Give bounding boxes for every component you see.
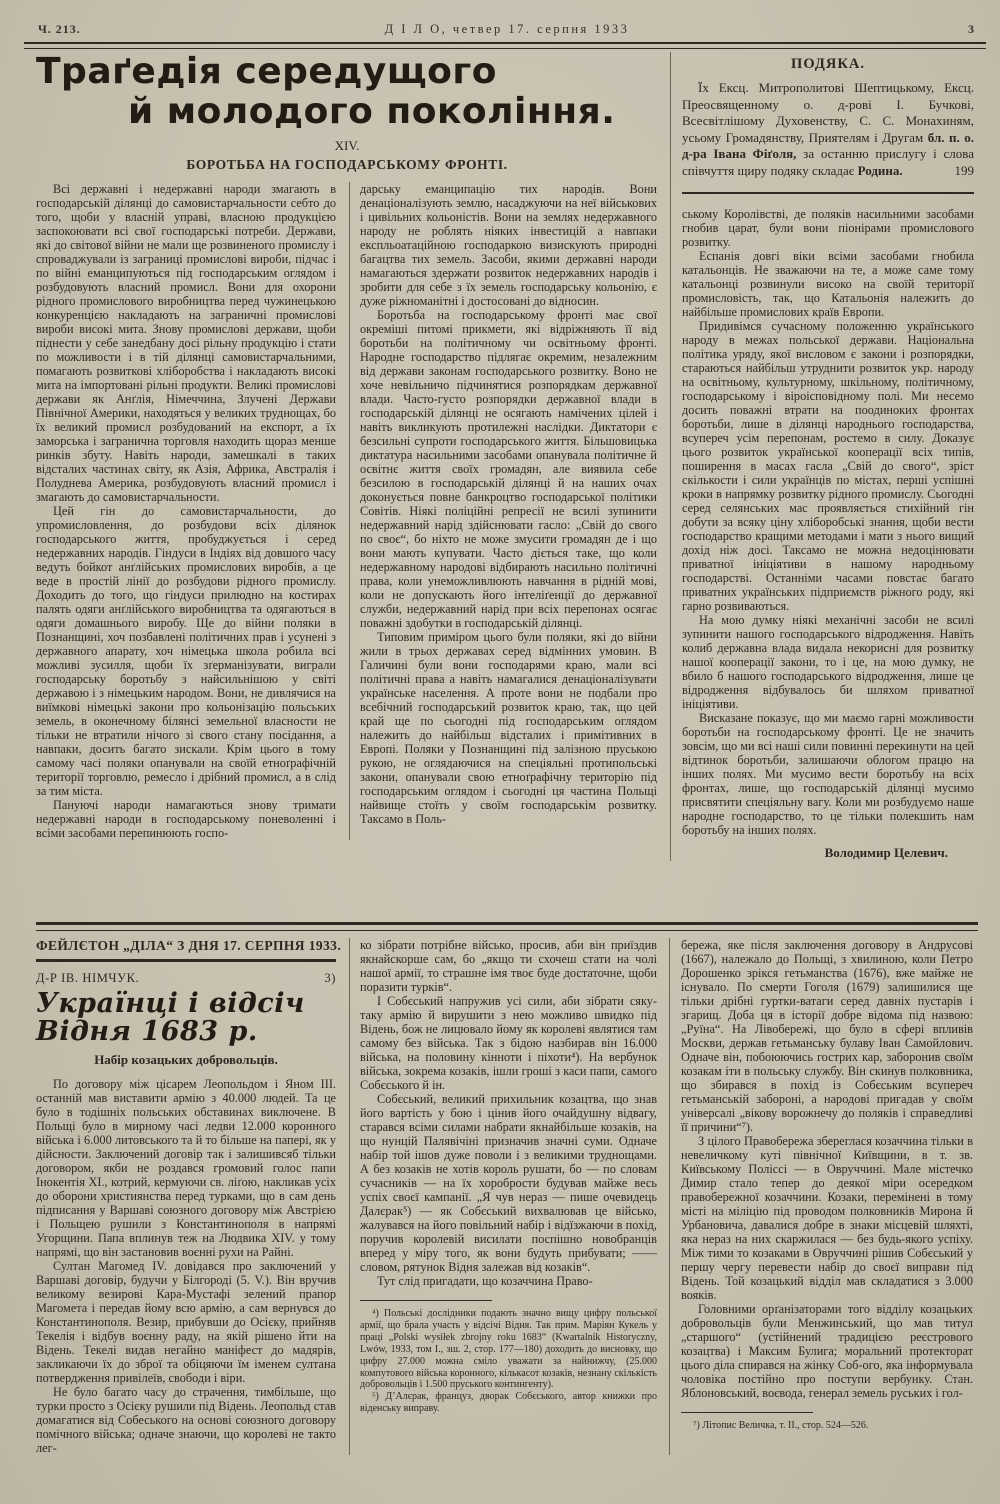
main-headline	[36, 52, 658, 131]
paragraph: На мою думку ніякі механічні засоби не всилі зупинити нашого господарського відродження. Навіть колиб державна влада видала некорисні для розвитку нашої кооперації закони, то і це, на мою думку, не вбило б нашого господарського відродження, лише це відродження відбувалось би шляхом приватної ініціятиви.	[682, 612, 974, 711]
article-column-3	[682, 207, 974, 837]
paragraph: дарську еманципацію тих народів. Вони денаціоналізують землю, насаджуючи на неї військових і цивільних кольоністів. Вони на землях недержавного народу не роблять ніяких інвестицій а навпаки експльоатаційною господаркою визискують природні багацтва тих земель. Засоби, якими державні народи намагаються здержати розвиток недержавних народів і зробити для себе з їх земель господарську кольонію, є дуже ріжноманітні і достосовані до відносин.	[360, 182, 657, 309]
footnote-rule	[681, 1412, 813, 1413]
paragraph: Тут слід пригадати, що козаччина Право-	[377, 1274, 593, 1288]
article-subtitle: БОРОТЬБА НА ГОСПОДАРСЬКОМУ ФРОНТІ.	[186, 157, 508, 173]
right-column	[670, 52, 974, 861]
thanks-deceased-name: бл. п. о. д-ра Івана Фіґоля,	[682, 129, 974, 162]
paragraph: Цей гін до самовистарчальности, до упромисловлення, до розбудови всіх ділянок господарського життя, пробуджується і серед недержавних народів. Гіндуси в Індіях від довшого часу ведуть бойкот анґлійських промислових виробів, а це веде в простій лінії до розбудови рідного промислу. Доходить до того, що гіндуси прилюдно на костирах палять одяги анґлійського виробництва та одягаються в одяги домашнього виробу. Ще до війни поляки в Познанщині, хоч позбавлені політичних прав і усунені з державного апарату, хоч німецька школа робила всі можливі зусилля, щоби їх зґерманізувати, виграли господарську боротьбу з найсильнішою у світі державою і з німецьким народом. Вони, не дивлячися на виїмкові німецькі закони про кольонізацію польських земель, в оконечному білянсі земельної власности не тільки не втратили нічого зі свого стану посідання, а навпаки, досить багато зискали. Крім цього в тому самому часі поляки опанували на своїй етноґрафічній території торговлю, ремесло і дрібний промисл, а в слід за тим міста.	[36, 504, 336, 799]
feuilleton-footnotes-col2	[360, 1300, 657, 1415]
main-section	[36, 52, 974, 861]
thanks-outro: за останню прислугу і слова співчуття щиру подяку складає	[682, 146, 974, 178]
paragraph: Головними орґанізаторами того відділу козацьких добровольців були Менжинський, що мав титул „старшого“ (устійнений традицією реєстрового козацтва) і Максим Булига; моральний протекторат цього діла спирався на жінку Соб-ого, яка інформувала чоловіка постійно про поступи вербунку. Стан. Яблоновський, воєвода, генерал земель руських і гол-	[681, 1302, 973, 1400]
paragraph: І Собєський напружив усі сили, аби зібрати сяку-таку армію й вирушити з нею можливо швидко під Відень, бож не лицювало йому як королеві являтися там самому без війська. Так з бідою назбирав він 16.000 війська, на половину кінноти і піхоти⁴). На вербунок війська, зокрема козаків, ішли гроші з каси папи, самого Собєського й ін.	[360, 994, 657, 1092]
footnote-list	[360, 1308, 657, 1415]
thanks-body	[682, 80, 974, 180]
thanks-title: ПОДЯКА.	[791, 56, 865, 72]
masthead: Д І Л О, четвер 17. серпня 1933	[384, 22, 630, 36]
thanks-notice	[682, 52, 974, 198]
paragraph: ⁵) Д’Алєрак, француз, дворак Собєського, автор книжки про віденську виправу.	[360, 1391, 657, 1415]
paragraph: Придивімся сучасному положенню українського народу в межах польської держави. Національна політика уряду, якої висловом є закони і розпорядки, стараються найбільш утруднити розвиток укр. народу на освітньому, культурному, шкільному, політичному, господарському і віроісповідному полі. Ми несемо досить поважні втрати на поодиноких фронтах боротьби, лише в ділянці народнього господарства, всупереч усім перепонам, ростемо в силу. Доказує цього розвиток української кооперації всіх типів, поширення в масах гасла „Свій до свого“, зріст скількости і сили українців по містах, перші успішні кроки в напрямку розвитку рідного промислу. Сьогодні серед селянських мас проявляється стихійний гін добути за всяку ціну хліборобські знання, щоби вести господарство кращими методами і мати з нього вищий дохід ніж досі. Таксамо не можна недоцінювати приватної ініціятиви в нашому народньому господарстві. Останніми часами повстає багато приватних українських підприємств ріжного роду, які гарно розвиваються.	[682, 318, 974, 613]
article-part-number: XIV.	[334, 138, 360, 154]
feuilleton-subtitle: Набір козацьких добровольців.	[94, 1051, 278, 1067]
article-column-2	[349, 182, 657, 840]
footnote-list	[681, 1420, 973, 1432]
header-rule	[24, 42, 986, 49]
feuilleton-author-row	[36, 971, 336, 986]
feuilleton-column-2	[349, 938, 657, 1455]
section-divider-rule	[36, 922, 978, 931]
feuilleton-column-3-text	[681, 938, 973, 1400]
page-header	[36, 22, 978, 40]
feuilleton-footnotes-col3	[681, 1412, 973, 1432]
paragraph: ⁴) Польські дослідники подають значно вищу цифру польської армії, що брала участь у відсічі Відня. Так прим. Маріян Кукель у праці „Polski wysiłek zbrojny roku 1683“ (Kwartalnik Historyczny, Lwów, 1933, том І., зш. 2, стор. 177—180) доходить до висновку, що цифру 27.000 можна сміло уважати за найнижчу, (25.000 компутового війська коронного, кількасот козаків, незнану скількість добровольців і 1.500 пруського контингенту).	[360, 1308, 657, 1391]
feuilleton-column-3	[669, 938, 973, 1455]
thanks-ref-number: 199	[954, 162, 974, 178]
feuilleton-part-number: 3)	[324, 971, 336, 985]
paragraph: Еспанія довгі віки всіми засобами гнобила катальонців. Не зважаючи на те, а може саме тому катальонці розвинули високо на своїй території промисловість, так, що Катальонія належить до найбільше промислових країв Европи.	[682, 248, 974, 319]
thanks-divider-rule	[682, 192, 974, 198]
article-columns	[36, 182, 658, 840]
feuilleton-author: Д-Р ІВ. НІМЧУК.	[36, 971, 140, 985]
feuilleton-column-2-text	[360, 938, 657, 1288]
paragraph: Султан Магомед IV. довідався про заключений у Варшаві договір, будучи у Білгороді (5. V.). Він вручив великому везирові Кара-Мустафі зелений прапор Магомета і передав йому всю армію, а сам вернувся до Константинополя. Везир, прибувши до Осієку, прийняв Текелія і відбув воєнну раду, на якій рішено йти на Відень. Текелі видав негайно маніфест до мадярів, закликаючи їх до зброї та обіцяючи їм іменем султана потвердження привілеїв, свободи і віри.	[36, 1258, 336, 1385]
paragraph: Не було багато часу до страчення, тимбільше, що турки просто з Осієку рушили під Відень. Леопольд став домагатися від Собеського на основі союзного договору помічного війська; одначе знаючи, що королеві не такто лег-	[36, 1384, 336, 1455]
author-signature: Володимир Целевич.	[824, 844, 948, 860]
paragraph: Типовим приміром цього були поляки, які до війни жили в трьох державах серед відмінних умовин. В Галичині були вони господарями краю, мали всі політичні права а навіть намагалися денаціоналізувати українське населення. А проте вони не подбали про всебічний господарський розвиток краю, так, що цей край ще по сьогодні під господарським оглядом належить до найбільш відсталих і примітивних в Европі. Поляки у Познанщині під залізною пруською рукою, не оглядаючися на спеціяльні протипольські закони, опанували свою етноґрафічну територію під господарським оглядом і сьогодні ця частина Польщі найвище стоїть у своїм господарськім розвитку. Таксамо в Поль-	[360, 630, 657, 827]
feuilleton-rubric: ФЕЙЛЄТОН „ДІЛА“ З ДНЯ 17. СЕРПНЯ 1933.	[36, 938, 336, 962]
headline-line1: Траґедія середущого	[36, 51, 497, 92]
paragraph: З цілого Правобережа збереглася козаччина тільки в невеличкому куті північної Київщини, в т. зв. Київському Поліссі — в Овруччині. Мале містечко Димир стало тепер до деякої міри осередком правобережної козаччини. Козаки, перемінені в тому місті на міліцію під проводом полковників Мирона й Урбановича, давалися добре в знаки місцевій шляхті, яка нераз на них скаржилася — без будь-якого успіху. Між тими то козаками в Овруччині рішив Собєський у першу чергу перевести набір до своєї виправи під Відень. Той козацький відділ мав складатися з 3.000 вояків.	[681, 1134, 973, 1302]
paragraph: бережа, яке після заключення договору в Андрусові (1667), належало до Польщі, з хвилиною, коли Петро Дорошенко зрікся гетьманства (1676), вже майже не існувало. По смерти Гоголя (1679) залишилися ще тільки дрібні гуртки-ватаги серед давніх пустарів і згарищ. Доба ця в історії добре відома під назвою: „Руїна“. На Лівобережі, що було в сфері впливів Москви, держав гетьманську булаву Іван Самойлович. Одначе він, побоюючись гострих кар, заборонив своїм козакам іти в польську службу. Він скинув полковника, що збирався в похід із Собєським всупереч гетьманській забороні, а народові пригадав у своїм універсалі „вікову ворожнечу до поляків і справедливі її причини“⁷).	[681, 938, 973, 1134]
thanks-intro: Їх Ексц. Митрополитові Шептицькому, Ексц. Преосвященному о. д-рові І. Бучкові, Всесвітлішому Духовенству, С. С. Монахиням, усьому Громадянству, Приятелям і Другам	[682, 80, 974, 145]
article-column-1	[36, 182, 336, 840]
paragraph: ському Королівстві, де поляків насильними засобами гнобив царат, були вони піонірами промислового розвитку.	[682, 206, 974, 249]
paragraph: Собєський, великий прихильник козацтва, що знав його вартість у бою і цінив його очайдушну відвагу, старався всіми силами набрати якнайбільше козаків, на що нунцій Палявічіні призначив значні суми. Одначе набір той ішов дуже поволи і з великими труднощами. А без козаків не хотів король рушати, бо — по словам сучасників — на їх хоробрости будував майже весь успіх своєї кампанії. „Я чув нераз — пише очевидець Далєрак⁵) — як Собєський вихвалював це військо, жалувався на його повільний набір і відїзжаючи в похід, поручив королевій висилати поспішно новобранців вперед у міру того, як вони будуть прибувати; —— словом, рятунок Відня залежав від козаків“.	[360, 1092, 657, 1274]
feuilleton-column-1	[36, 938, 342, 1455]
page-number: 3	[968, 22, 974, 36]
paragraph: Пануючі народи намагаються знову тримати недержавні народи в господарському поневоленні і всіми засобами перепинюють госпо-	[36, 798, 336, 841]
feuilleton-column-1-text	[36, 1077, 336, 1455]
paragraph: Висказане показує, що ми маємо гарні можливости боротьби на господарському фронті. Це не значить зовсім, що ми всі наші сили повинні перекинути на цей відтинок боротьби, залишаючи облогом працю на інших полях. Ми мусимо вести боротьбу на всіх фронтах, лише, що господарській ділянці мусимо присвятити спеціяльну вагу. Коли ми розбудуємо наше народне господарство, то це тільки полекшить нам боротьбу на інших полях.	[682, 710, 974, 837]
paragraph: По договору між цісарем Леопольдом і Яном ІІІ. останній мав виставити армію з 40.000 людей. Та це було в тодішніх польських обставинах виключене. В Польщі було в мирному часі ледви 12.000 коронного війська і 6.000 литовського та й то більше на папері, як у дійсности. Заключений договір так і залишивсяб тільки договором, якби не роздався громовий голос папи Інокентія XI., котрий, кермуючи св. ліґою, накликав усіх до оборони християнства перед турками, що в сам день підписання у Варшаві союзного договору між Австрією і Польщею рушили з Константинополя в напрямі Угорщини. Папа вплинув теж на Людвика XIV. у тому напрямі, що він застановив воєнні рухи на Райні.	[36, 1076, 336, 1259]
paragraph: Всі державні і недержавні народи змагають в господарській ділянці до самовистарчальности себто до того, щоби у власній управі, власною продукцією заспокоювати всі свої господарські потреби. Держави, які до світової війни не мали ще розвиненого промислу і спроваджували із заграниці промислові вироби, підчас і по війні еманципуються під господарським оглядом і розбудовують власний промисл. Вони для охорони рідного промислового виробництва перед чужинецькою конкуренцією накладають на заграничні промислові вироби високі мита. Знову промислові держави, щоби піднести у себе занедбану досі рільну продукцію і стати по можливости і в тій ділянці самовистарчальними, помагають розвиткові хліборобства і накладають високі мита на імпортовані рільні продукти. Великі промислові держави як Анґлія, Німеччина, Злучені Держави Північної Америки, находяться у великих труднощах, бо їх великий промисл розбудований на експорт, а їх заморська і загранична торговля находить щораз менше ринків збуту. Навіть народи, замешкалі в таких відсталих частинах світу, як Азія, Африка, Австралія і Полуднева Америка, розбудовують власний промисл і змагають до самовистарчальности.	[36, 182, 336, 505]
issue-number: Ч. 213.	[38, 22, 81, 36]
footnote-rule	[360, 1300, 492, 1301]
headline-line2: й молодого покоління.	[128, 90, 616, 132]
feuilleton-section	[36, 938, 974, 1455]
main-article	[36, 52, 658, 861]
thanks-signer: Родина.	[857, 162, 903, 178]
feuilleton-title: Українці і відсіч Відня 1683 р.	[36, 988, 305, 1048]
paragraph: ⁷) Літопис Величка, т. ІІ., стор. 524—526.	[693, 1420, 869, 1431]
paragraph: ко зібрати потрібне військо, просив, аби він приїздив якнайскорше сам, бо „якщо ти схочеш стати на чолі нашої армії, то страшне імя твоє буде достаточне, щоби поразити турків“.	[360, 938, 657, 994]
paragraph: Боротьба на господарському фронті має свої окреміші питомі прикмети, які відріжняють її від боротьби на політичному чи освітньому фронті. Народне господарство підлягає окремим, незалежним від держави законам господарського розвитку. Воно не хоче невільничо підчинятися розпорядкам державної влади. Часто-густо розпорядки державної влади в господарській ділянці не осягають намічених цілей і навіть викликують протилежні наслідки. Диктатори є безсильні супроти господарського життя. Більшовицька диктатура насильними засобами опанувала політичне й освітнє життя своїх громадян, але виявила себе безсилою в господарській ділянці й на наших очах доконується повне банкроцтво господарської політики Совітів. Ніякі поліційні репресії не всилі зупинити недержавний нарід здійснювати гасло: „Свій до свого по своє“, бо ніхто не може змусити громадян де і що вони мають купувати. Часто діється таке, що коли недержавному народові відбирають насильно політичні права, коли унеможливлюють навчання в рідній мові, коли не допускають його інтеліґенції до державної служби, недержавний нарід при всіх перепонах осягає поважні здобутки в господарській ділянці.	[360, 308, 657, 631]
